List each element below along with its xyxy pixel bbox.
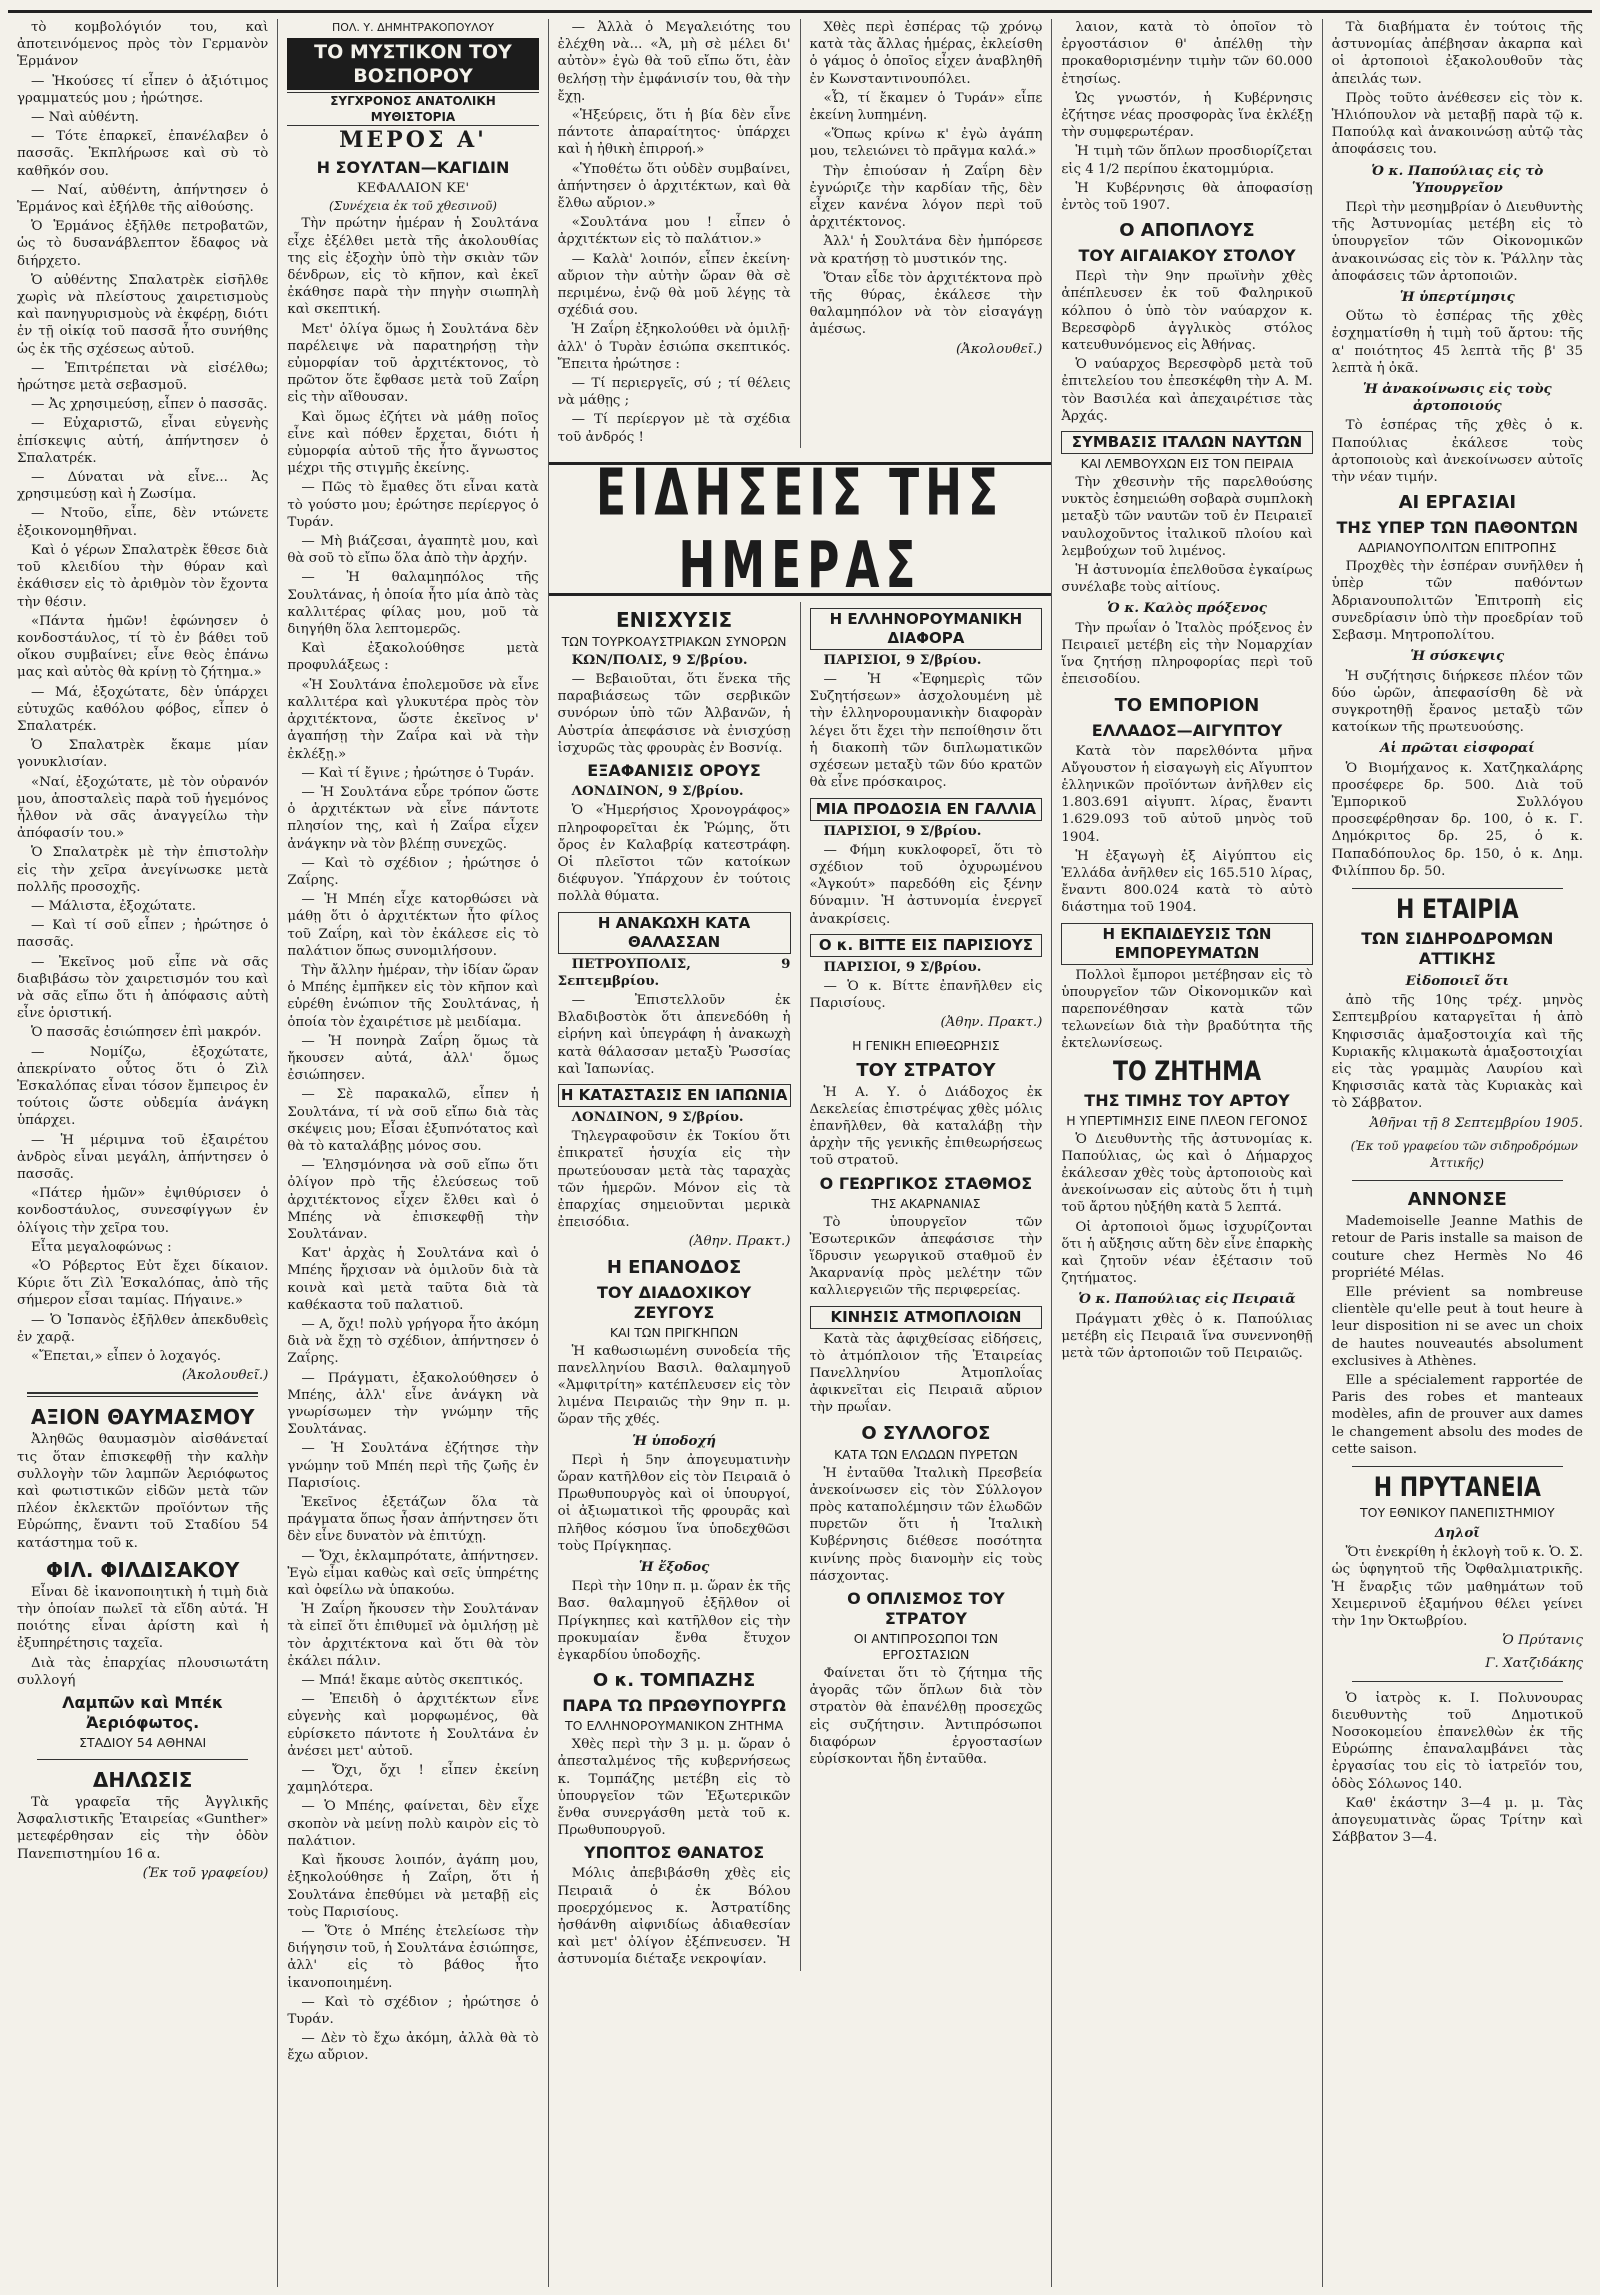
article-continuation bbox=[1061, 19, 1312, 214]
news-text: Πράγματι χθὲς ὁ κ. Παπούλιας μετέβη εἰς Πειραιᾶ ἵνα συνεννοηθῇ μετὰ τῶν ἀρτοποιῶν τοῦ Πειραιῶς. bbox=[1061, 1311, 1313, 1361]
paragraph: Ἡ τιμὴ τῶν ὅπλων προσδιορίζεται εἰς 4 1/2 περίπου ἑκατομμύρια. bbox=[1061, 144, 1313, 177]
paragraph: Ἡ Ζαΐρη ἤκουσεν τὴν Σουλτάναν τὰ εἰπεῖ ὅτι ἐπιθυμεῖ νὰ ὁμιλήσῃ μὲ τὸν ἀρχιτέκτονα καὶ ὅτι θὰ τὸν ἐκάλει πάλιν. bbox=[287, 1602, 539, 1669]
paragraph: — Καὶ τί ἔγινε ; ἠρώτησε ὁ Τυράν. bbox=[301, 765, 535, 781]
news-text: Τὴν χθεσινὴν τῆς παρελθούσης νυκτὸς ἐσημειώθη σοβαρὰ συμπλοκὴ μεταξὺ τῶν ναυτῶν τοῦ ἐν Πειραιεῖ ναυλοχοῦντος ἰταλικοῦ πλοίου καὶ λεμβούχων τοῦ λιμένος. bbox=[1061, 475, 1313, 559]
dateline: ΛΟΝΔΙΝΟΝ, 9 Σ/βρίου. bbox=[571, 783, 744, 800]
paragraph: «Ἔπεται,» εἶπεν ὁ λοχαγός. bbox=[31, 1349, 222, 1365]
paragraph: — Μά, ἐξοχώτατε, δὲν ὑπάρχει εὐτυχῶς καθόλου φόβος, εἶπεν ὁ Σπαλατρέκ. bbox=[17, 684, 269, 734]
news-text: Οἱ ἀρτοποιοὶ ὅμως ἰσχυρίζονται ὅτι ἡ αὔξησις αὕτη δὲν εἶνε ἐπαρκὴς καὶ ζητοῦν νέαν ἐξέτασιν τοῦ ζητήματος. bbox=[1061, 1219, 1313, 1287]
paragraph: — Ὁ Ἰσπανὸς ἐξῆλθεν ἀπεκδυθεὶς ἐν χαρᾷ. bbox=[17, 1312, 269, 1345]
paragraph: Εἶτα μεγαλοφώνως : bbox=[31, 1239, 172, 1255]
continuation-note: (Συνέχεια ἐκ τοῦ χθεσινοῦ) bbox=[329, 199, 497, 214]
serial-part: ΜΕΡΟΣ Α' bbox=[339, 127, 487, 154]
divider bbox=[1352, 888, 1563, 889]
to-be-continued: (Ἀκολουθεῖ.) bbox=[181, 1368, 269, 1384]
serial-title: ΤΟ ΜΥΣΤΙΚΟΝ ΤΟΥ ΒΟΣΠΟΡΟΥ bbox=[287, 38, 538, 90]
notice-headline: Η ΠΡΥΤΑΝΕΙΑ bbox=[1373, 1473, 1541, 1504]
news-headline: ΤΟ ΖΗΤΗΜΑ bbox=[1112, 1056, 1262, 1087]
paragraph: «Πάντα ἡμῶν! ἐφώνησεν ὁ κονδοστάυλος, τί τὸ ἐν βάθει τοῦ οἴκου συμβαίνει; εἶνε θεὸς ἐπάνω μας καὶ αὐτὸς θὰ κρίνῃ τὸ ζήτημα.» bbox=[17, 613, 269, 681]
news-text: Ἡ Α. Υ. ὁ Διάδοχος ἐκ Δεκελείας ἐπιστρέψας χθὲς μόλις ἐπανῆλθεν, θὰ καταλάβῃ τὴν ἀρχὴν τῆς γενικῆς ἐπιθεωρήσεως τοῦ στρατοῦ. bbox=[809, 1084, 1043, 1169]
paragraph: — Ντοῦο, εἶπε, δὲν ντώνετε ἐξοικονομηθῆναι. bbox=[17, 506, 269, 539]
paragraph: Καὶ ἐξακολούθησε μετὰ προφυλάξεως : bbox=[287, 641, 539, 674]
paragraph: — Ἐλησμόνησα νὰ σοῦ εἴπω ὅτι ὀλίγον πρὸ τῆς ἐλεύσεως τοῦ ἀρχιτέκτονος εἶχεν ἔλθει καὶ ὁ Μπέης νὰ ἐπισκεφθῇ τὴν Σουλτάναν. bbox=[287, 1158, 539, 1242]
paragraph: — Πράγματι, ἐξακολούθησεν ὁ Μπέης, ἀλλ' εἶνε ἀνάγκη νὰ γνωρίσωμεν τὴν γνώμην τῆς Σουλτάνας. bbox=[287, 1370, 539, 1438]
paragraph: «Ἡξεύρεις, ὅτι ἡ βία δὲν εἶνε πάντοτε ἀπαραίτητος· ὑπάρχει καὶ ἡ ἠθικὴ ἐπιρροή.» bbox=[557, 108, 791, 158]
news-headline: ΑΙ ΕΡΓΑΣΙΑΙ bbox=[1398, 492, 1517, 514]
paragraph: — Ἀλλὰ ὁ Μεγαλειότης του ἐλέχθη νὰ... «Ἀ, μὴ σὲ μέλει δι' αὐτὸν» ἐγὼ θὰ τοῦ εἴπω ὅτι, ἐὰν θελήσῃ τὴν ἐμφάνισίν του, θὰ τὴν ἔχῃ. bbox=[557, 20, 791, 104]
paragraph: — Ἠκούσες τί εἶπεν ὁ ἀξιότιμος γραμματεύς μου ; ἠρώτησε. bbox=[17, 73, 269, 106]
paragraph: Ὁ πασσᾶς ἐσιώπησεν ἐπὶ μακρόν. bbox=[31, 1025, 262, 1041]
notice-lead: Δηλοῖ bbox=[1434, 1525, 1480, 1542]
paragraph: Ὁ Σπαλατρὲκ μὲ τὴν ἐπιστολὴν εἰς τὴν χεῖρα ἀνεγίνωσκε μετὰ πολλῆς προσοχῆς. bbox=[17, 845, 269, 895]
notice-headline: ΔΗΛΩΣΙΣ bbox=[92, 1768, 193, 1793]
news-text: Περὶ τὴν 10ην π. μ. ὥραν ἐκ τῆς Βασ. θαλαμηγοῦ ἐξῆλθον οἱ Πρίγκηπες καὶ κατῆλθον εἰς τὴν προκυμαίαν ἔνθα ἔτυχον ἐγκαρδίου ὑποδοχῆς. bbox=[557, 1579, 791, 1664]
paragraph: «Ὁ Ρόβερτος Εὐτ ἔχει δίκαιον. Κύριε ὅτι Ζὶλ Ἐσκαλόπας, ἀπὸ τῆς σήμερον εἶσαι ταμίας. Πήγαινε.» bbox=[17, 1259, 269, 1309]
paragraph: — Δὲν τὸ ἔχω ἀκόμη, ἀλλὰ θὰ τὸ ἔχω αὔριον. bbox=[287, 2031, 539, 2064]
ad-text: Elle prévient sa nombreuse clientèle qu'elle peut à tout heure à leur disposition ni se avec un choix de hautes nouveautés absolument exclusives à Athènes. bbox=[1331, 1284, 1583, 1369]
column-5 bbox=[1052, 19, 1322, 2287]
paragraph: τὸ κομβολόγιόν του, καὶ ἀποτεινόμενος πρὸς τὸν Γερμανὸν Ἑρμάνον bbox=[17, 20, 269, 70]
divider bbox=[27, 1392, 258, 1397]
news-text: Περὶ τὴν 9ην πρωϊνὴν χθὲς ἀπέπλευσεν ἐκ τοῦ Φαληρικοῦ κόλπου ὁ ὑπὸ τὸν ναύαρχον κ. Βερεσφὸρδ ἀγγλικὸς στόλος κατευθυνόμενος εἰς Ἀθήνας. bbox=[1061, 269, 1313, 354]
paragraph: — Ἀς χρησιμεύσῃ, εἶπεν ὁ πασσᾶς. bbox=[31, 397, 268, 413]
news-text: Ἡ ἐξαγωγὴ ἐξ Αἰγύπτου εἰς Ἑλλάδα ἀνῆλθεν εἰς 165.510 λίρας, ἔναντι 800.024 κατὰ τὸ αὐτὸ διάστημα τοῦ 1904. bbox=[1061, 848, 1313, 916]
notice-text: Ὅτι ἐνεκρίθη ἡ ἐκλογὴ τοῦ κ. Ὁ. Σ. ὡς ὑφηγητοῦ τῆς Ὀφθαλμιατρικῆς. Ἡ ἔναρξις τῶν μαθημάτων τοῦ Χειμερινοῦ ἑξαμήνου θέλει γείνει τὴν 1ην Ὀκτωβρίου. bbox=[1331, 1545, 1583, 1630]
columns-3-4 bbox=[549, 19, 1053, 2287]
ad-product: Λαμπῶν καὶ Μπέκ Ἀεριόφωτος. bbox=[62, 1693, 224, 1733]
news-text: Τηλεγραφοῦσιν ἐκ Τοκίου ὅτι ἐπικρατεῖ ἡσυχία εἰς τὴν πρωτεύουσαν μετὰ τὰς ταραχὰς τῶν ἡμερῶν. Μόνον εἰς τὰ ἐπαρχίας σημειοῦνται μερικὰ ἐπεισόδια. bbox=[557, 1129, 791, 1231]
paragraph: — Α, ὄχι! πολὺ γρήγορα ἦτο ἀκόμη διὰ νὰ ἔχῃ τὸ σχέδιον, ἀπήντησεν ὁ Ζαΐρης. bbox=[287, 1317, 539, 1367]
paragraph: Τὰ διαβήματα ἐν τούτοις τῆς ἀστυνομίας ἀπέβησαν ἀκαρπα καὶ οἱ ἀρτοποιοὶ ἐξακολουθοῦν τὰς ἀπειλάς των. bbox=[1331, 20, 1583, 87]
news-headline: Η ΓΕΝΙΚΗ ΕΠΙΘΕΩΡΗΣΙΣ bbox=[852, 1037, 1000, 1053]
news-text: Ὁ «Ἡμερήσιος Χρονογράφος» πληροφορεῖται ἐκ Ῥώμης, ὅτι ὄρος ἐν Καλαβρίᾳ κατεστράφη. Οἱ πλεῖστοι τῶν κατοίκων διέφυγον. Ὑπάρχουν ἐν τούτοις πολλὰ θύματα. bbox=[557, 803, 791, 905]
ad-text: Ὁ ἰατρὸς κ. Ι. Πολυνουρας διευθυντὴς τοῦ Δημοτικοῦ Νοσοκομείου ἐπανελθὼν ἐκ τῆς Εὐρώπης ἐπαναλαμβάνει τὰς ἐργασίας του εἰς τὸ ἰατρεῖόν του, ὁδὸς Σόλωνος 140. bbox=[1331, 1690, 1583, 1792]
paragraph: — Ναί, αὐθέντη, ἀπήντησεν ὁ Ἑρμάνος καὶ ἐξήλθε τῆς αἰθούσης. bbox=[17, 182, 269, 216]
news-headline: Η ΕΠΑΝΟΔΟΣ bbox=[606, 1256, 742, 1278]
paragraph: — Καλὰ' λοιπόν, εἶπεν ἐκείνη· αὔριον τὴν αὐτὴν ὥραν θὰ σὲ περιμένω, ἐνῷ θὰ μοῦ λέγῃς τὰ σχέδιά σου. bbox=[557, 251, 791, 319]
column-2 bbox=[278, 19, 548, 2287]
paragraph: — Δύναται νὰ εἶνε... Ἀς χρησιμεύσῃ καὶ ἡ Ζωσίμα. bbox=[17, 470, 269, 503]
ad-headline: ΑΞΙΟΝ ΘΑΥΜΑΣΜΟΥ bbox=[30, 1405, 255, 1430]
paragraph: — Καὶ τὸ σχέδιον ; ἠρώτησε ὁ Τυράν. bbox=[287, 1994, 539, 2027]
divider bbox=[1352, 1466, 1563, 1467]
article-continuation bbox=[1332, 19, 1583, 159]
paragraph: — Μάλιστα, ἐξοχώτατε. bbox=[31, 898, 196, 914]
paragraph: — Τί περιεργεῖς, σύ ; τί θέλεις νὰ μάθῃς ; bbox=[557, 376, 791, 409]
news-text: Χθὲς περὶ τὴν 3 μ. μ. ὥραν ὁ ἀπεσταλμένος τῆς κυβερνήσεως κ. Τομπάζης μετέβη εἰς τὸ ὑπουργεῖον τῶν Ἐξωτερικῶν ἔνθα συνεργάσθη μετὰ τοῦ κ. Πρωθυπουργοῦ. bbox=[557, 1737, 791, 1839]
news-text: Κατὰ τὸν παρελθόντα μῆνα Αὔγουστον ἡ εἰσαγωγὴ εἰς Αἴγυπτον ἑλληνικῶν προϊόντων ἀνῆλθεν εἰς 1.803.691 αἰγυπτ. λίρας, ἔναντι 1.629.093 τοῦ αὐτοῦ μηνὸς τοῦ 1904. bbox=[1061, 743, 1313, 845]
paragraph: «Ὅπως κρίνω κ' ἐγὼ ἀγάπη μου, τελειώνει τὸ πρᾶγμα καλά.» bbox=[809, 127, 1043, 160]
ad-date: Ἀθῆναι τῇ 8 Σεπτεμβρίου 1905. bbox=[1369, 1115, 1583, 1131]
divider bbox=[37, 1759, 248, 1760]
paragraph: «Ὑποθέτω ὅτι οὐδὲν συμβαίνει, ἀπήντησεν ὁ ἀρχιτέκτων, καὶ θὰ ἔλθω αὔριον.» bbox=[557, 161, 791, 212]
serial-genre: ΣΥΓΧΡΟΝΟΣ ΑΝΑΤΟΛΙΚΗ ΜΥΘΙΣΤΟΡΙΑ bbox=[287, 92, 538, 126]
dateline: ΠΑΡΙΣΙΟΙ, 9 Σ/βρίου. bbox=[823, 651, 982, 668]
paragraph: «Σουλτάνα μου ! εἶπεν ὁ ἀρχιτέκτων εἰς τὸ παλάτιον.» bbox=[557, 215, 791, 248]
paragraph: λαιον, κατὰ τὸ ὁποῖον τὸ ἐργοστάσιον θ' ἀπέλθῃ τὴν προκαθορισμένην τιμὴν τῶν 60.000 ἐτησίως. bbox=[1061, 20, 1313, 87]
news-headline: Η ΑΝΑΚΩΧΗ ΚΑΤΑ ΘΑΛΑΣΣΑΝ bbox=[558, 912, 791, 954]
paragraph: Κατ' ἀρχὰς ἡ Σουλτάνα καὶ ὁ Μπέης ἤρχισαν νὰ ὁμιλοῦν διὰ τὰ κοινὰ καὶ μετὰ ταῦτα διὰ τὰ καθέκαστα τοῦ παλατιοῦ. bbox=[287, 1246, 539, 1313]
news-text: Ὁ ναύαρχος Βερεσφὸρδ μετὰ τοῦ ἐπιτελείου του ἐπεσκέφθη τὴν Α. Μ. τὸν Βασιλέα καὶ ἀπεχαιρέτισε τὰς Ἀρχάς. bbox=[1061, 357, 1313, 424]
news-text: Τὸ ὑπουργεῖον τῶν Ἐσωτερικῶν ἀπεφάσισε τὴν ἵδρυσιν γεωργικοῦ σταθμοῦ ἐν Ἀκαρνανίᾳ πρὸς μελέτην τῶν καλλιεργειῶν τῆς περιφερείας. bbox=[809, 1214, 1043, 1299]
paragraph: Μετ' ὀλίγα ὅμως ἡ Σουλτάνα δὲν παρέλειψε νὰ παρατηρήσῃ τὴν εὐμορφίαν τοῦ ἀρχιτέκτονος, τὸ πρῶτον ὅτε ἔφθασε μετὰ τοῦ Ζαΐρη εἰς τὴν αἴθουσαν. bbox=[287, 321, 539, 406]
dateline: ΛΟΝΔΙΝΟΝ, 9 Σ/βρίου. bbox=[571, 1108, 744, 1125]
news-subheadline: ΤΗΣ ΤΙΜΗΣ ΤΟΥ ΑΡΤΟΥ bbox=[1084, 1090, 1290, 1110]
ad-source: (Ἐκ τοῦ γραφείου τῶν σιδηροδρόμων Ἀττικῆς) bbox=[1350, 1138, 1578, 1170]
news-text: — Ἐπιστελλοῦν ἐκ Βλαδιβοστὸκ ὅτι ἀπενεδόθη ἡ εἰρήνη καὶ ὑπεγράφη ἡ ἀνακωχὴ κατὰ θάλασσαν μεταξὺ Ῥωσσίας καὶ Ἰαπωνίας. bbox=[557, 992, 791, 1077]
news-subheadline: ΤΗΣ ΥΠΕΡ ΤΩΝ ΠΑΘΟΝΤΩΝ bbox=[1336, 518, 1579, 538]
news-subsection: Αἱ πρῶται εἰσφοραί bbox=[1379, 740, 1535, 757]
paragraph: — Νομίζω, ἐξοχώτατε, ἀπεκρίνατο οὗτος ὅτι ὁ Ζὶλ Ἐσκαλόπας εἶναι τόσον ἔμπειρος ἐν τούτοις ὥστε οὐδεμία ἀνάγκη ὑπάρχει. bbox=[17, 1044, 269, 1129]
columns bbox=[8, 19, 1592, 2287]
news-subheadline: ΕΛΛΑΔΟΣ—ΑΙΓΥΠΤΟΥ bbox=[1091, 720, 1283, 740]
paragraph: — Ἐκεῖνος μοῦ εἶπε νὰ σᾶς διαβιβάσω τὸν χαιρετισμόν του καὶ νὰ σᾶς εἴπω ὅτι ἡ ἀπόφασις αὐτὴ εἶνε ὁριστική. bbox=[17, 954, 269, 1022]
news-text: — Βεβαιοῦται, ὅτι ἕνεκα τῆς παραβιάσεως τῶν σερβικῶν συνόρων ὑπὸ τῶν Ἀλβανῶν, ἡ Αὐστρία ἀπεφάσισε νὰ ἐνισχύσῃ ἰσχυρῶς τὰς φρουρὰς ἐν Βοσνίᾳ. bbox=[557, 672, 791, 756]
signature: Γ. Χατζιδάκης bbox=[1485, 1656, 1583, 1672]
news-text: Ἡ συζήτησις διήρκεσε πλέον τῶν δύο ὡρῶν, ἀπεφασίσθη δὲ νὰ συγκροτηθῇ ἔρανος μεταξὺ τῶν κατοίκων τῆς πρωτευούσης. bbox=[1331, 668, 1583, 736]
paragraph: Χθὲς περὶ ἐσπέρας τῷ χρόνῳ κατὰ τὰς ἄλλας ἡμέρας, ἐκλείσθη ὁ γάμος ὁ ὁποῖος εἶχεν ἀναβληθῆ ἐν Κωνσταντινουπόλει. bbox=[809, 20, 1043, 87]
dateline: ΠΕΤΡΟΥΠΟΛΙΣ, 9 Σεπτεμβρίου. bbox=[557, 955, 791, 989]
news-headline: ΤΟ ΕΜΠΟΡΙΟΝ bbox=[1114, 694, 1260, 716]
news-subheadline: ΚΑΙ ΛΕΜΒΟΥΧΩΝ ΕΙΣ ΤΟΝ ΠΕΙΡΑΙΑ bbox=[1080, 456, 1294, 472]
news-text: Μόλις ἀπεβιβάσθη χθὲς εἰς Πειραιᾶ ὁ ἐκ Βόλου προερχόμενος κ. Ἀστρατίδης ἠσθάνθη αἰφνιδίως ἀδιαθεσίαν καὶ μετ' ὀλίγον ἐξέπνευσεν. Ἡ ἀστυνομία διέταξε νεκροψίαν. bbox=[557, 1866, 791, 1968]
paragraph: — Ἐπειδὴ ὁ ἀρχιτέκτων εἶνε εὐγενὴς καὶ μορφωμένος, θὰ εὑρίσκετο πάντοτε ἡ Σουλτάνα ἐν ἀνέσει μετ' αὐτοῦ. bbox=[287, 1692, 539, 1759]
ad-headline: ΑΝΝΟΝΣΕ bbox=[1407, 1189, 1507, 1211]
news-subheadline: ΚΑΙ ΤΩΝ ΠΡΙΓΚΗΠΩΝ bbox=[609, 1324, 739, 1340]
news-subsection: Ἡ ἀνακοίνωσις εἰς τοὺς ἀρτοποιούς bbox=[1362, 381, 1552, 415]
news-subsection: Ὁ κ. Παπούλιας εἰς τὸ Ὑπουργεῖον bbox=[1371, 162, 1544, 196]
news-headline: Ο ΓΕΩΡΓΙΚΟΣ ΣΤΑΘΜΟΣ bbox=[819, 1173, 1033, 1193]
paragraph: — Εὐχαριστῶ, εἶναι εὐγενὴς ἐπίσκεψις αὐτή, ἀπήντησεν ὁ Σπαλατρέκ. bbox=[17, 416, 269, 466]
ad-subheadline: ΤΩΝ ΣΙΔΗΡΟΔΡΟΜΩΝ ΑΤΤΙΚΗΣ bbox=[1361, 928, 1554, 968]
paragraph: Ἐκεῖνος ἐξετάζων ὅλα τὰ πράγματα ὅπως ἦσαν ἀπήντησεν ὅτι δὲν εἶνε δυνατὸν νὰ ἐπιτύχῃ. bbox=[287, 1495, 539, 1545]
news-text: Τὸ ἑσπέρας τῆς χθὲς ὁ κ. Παπούλιας ἐκάλεσε τοὺς ἀρτοποιοὺς καὶ ἀνεκοίνωσεν αὐτοῖς τὴν νέαν τιμήν. bbox=[1331, 418, 1583, 486]
news-headline: Η ΕΚΠΑΙΔΕΥΣΙΣ ΤΩΝ ΕΜΠΟΡΕΥΜΑΤΩΝ bbox=[1061, 923, 1312, 965]
news-text: Τὴν πρωΐαν ὁ Ἰταλὸς πρόξενος ἐν Πειραιεῖ μετέβη εἰς τὴν Νομαρχίαν ἵνα ζητήσῃ πληροφορίας περὶ τοῦ ἐπεισοδίου. bbox=[1061, 620, 1313, 688]
news-subsection: Ἡ ὑπερτίμησις bbox=[1399, 289, 1515, 306]
news-subheadline: ΚΑΤΑ ΤΩΝ ΕΛΩΔΩΝ ΠΥΡΕΤΩΝ bbox=[833, 1446, 1018, 1462]
dateline: ΠΑΡΙΣΙΟΙ, 9 Σ/βρίου. bbox=[823, 822, 982, 839]
ad-text: Mademoiselle Jeanne Mathis de retour de Paris installe sa maison de couture chez Hermès No 46 propriété Mélas. bbox=[1331, 1214, 1583, 1281]
news-subheadline: ΤΟΥ ΔΙΑΔΟΧΙΚΟΥ ΖΕΥΓΟΥΣ bbox=[596, 1282, 752, 1322]
news-headline: Ο κ. ΤΟΜΠΑΖΗΣ bbox=[592, 1670, 756, 1692]
news-banner-title: ΕΙΔΗΣΕΙΣ ΤΗΣ ΗΜΕΡΑΣ bbox=[595, 456, 1005, 603]
news-subheadline: ΠΑΡΑ ΤΩ ΠΡΩΘΥΠΟΥΡΓΩ bbox=[562, 1696, 786, 1716]
paragraph: — Καὶ τὸ σχέδιον ; ἠρώτησε ὁ Ζαΐρης. bbox=[287, 855, 539, 888]
ad-address: ΣΤΑΔΙΟΥ 54 ΑΘΗΝΑΙ bbox=[79, 1735, 207, 1751]
serial-continuation bbox=[17, 19, 268, 1365]
ad-headline: Η ΕΤΑΙΡΙΑ bbox=[1395, 895, 1519, 926]
paragraph: — Μὴ βιάζεσαι, ἀγαπητὲ μου, καὶ θὰ σοῦ τὸ εἴπω ὅλα ἀπὸ τὴν ἀρχήν. bbox=[287, 534, 539, 567]
ad-text: Διὰ τὰς ἐπαρχίας πλουσιωτάτη συλλογή bbox=[17, 1655, 269, 1688]
paragraph: — Τότε ἐπαρκεῖ, ἐπανέλαβεν ὁ πασσᾶς. Ἐκπλήρωσε καὶ σὺ τὸ καθῆκόν σου. bbox=[17, 129, 269, 179]
paragraph: Ὁ Ἑρμάνος ἐξῆλθε πετροβατῶν, ὡς τὸ δυσανάβλεπτον ἔδαφος νὰ διήρχετο. bbox=[17, 219, 269, 269]
news-text: — Ἡ «Ἐφημερὶς τῶν Συζητήσεων» ἀσχολουμένη μὲ τὴν ἑλληνορουμανικὴν διαφορὰν λέγει ὅτι ἔχει τὴν πεποίθησιν ὅτι ἡ διακοπὴ τῶν διπλωματικῶν σχέσεων μεταξὺ τῶν δύο κρατῶν θὰ εἶνε πρόσκαιρος. bbox=[809, 672, 1043, 791]
paragraph: — Τί περίεργον μὲ τὰ σχέδια τοῦ ἀνδρός ! bbox=[557, 412, 791, 445]
dateline: ΠΑΡΙΣΙΟΙ, 9 Σ/βρίου. bbox=[823, 958, 982, 975]
news-subsection: Ὁ κ. Παπούλιας εἰς Πειραιᾶ bbox=[1078, 1291, 1296, 1308]
paragraph: «Πάτερ ἡμῶν» ἐψιθύρισεν ὁ κονδοστάυλος, συνεσφίγγων ἐν ὀλίγοις τὴν χεῖρα του. bbox=[17, 1186, 269, 1236]
paragraph: — Ἡ μέριμνα τοῦ ἐξαιρέτου ἀνδρὸς εἶναι μεγάλη, ἀπήντησεν ὁ πασσᾶς. bbox=[17, 1132, 269, 1182]
news-subsection: Ἡ ἔξοδος bbox=[638, 1559, 710, 1575]
paragraph: — Ἡ Σουλτάνα εὗρε τρόπον ὥστε ὁ ἀρχιτέκτων νὰ εἶνε πάντοτε πλησίον της, καὶ ἡ Ζαΐρα εἶχεν ἀνάγκην νὰ τὸν βλέπῃ συνεχῶς. bbox=[287, 784, 539, 852]
paragraph: «Ὦ, τί ἔκαμεν ὁ Τυράν» εἶπε ἐκείνη λυπημένη. bbox=[809, 90, 1043, 124]
paragraph: Καὶ ὅμως ἐζήτει νὰ μάθῃ ποῖος εἶνε καὶ πόθεν ἔρχεται, διότι ἡ εὐμορφία αὐτοῦ τῆς ἦτο ἄγνωστος μέχρι τῆς στιγμῆς ἐκείνης. bbox=[287, 409, 539, 477]
column-3-top bbox=[549, 19, 801, 448]
paragraph: Ὁ Σπαλατρὲκ ἔκαμε μίαν γονυκλισίαν. bbox=[17, 738, 269, 771]
ad-text: Elle a spécialement rapportée de Paris des robes et manteaux modèles, afin de prouver aux dames le changement absolu des modes de cette saison. bbox=[1331, 1373, 1583, 1457]
chapter-title: Η ΣΟΥΛΤΑΝ—ΚΑΓΙΔΙΝ bbox=[316, 158, 510, 178]
news-headline: Η ΚΑΤΑΣΤΑΣΙΣ ΕΝ ΙΑΠΩΝΙΑ bbox=[558, 1084, 791, 1107]
serial-end-row bbox=[549, 19, 1052, 448]
news-text: Ἡ καθωσιωμένη συνοδεία τῆς πανελληνίου Βασιλ. θαλαμηγοῦ «Ἀμφιτρίτη» κατέπλευσεν εἰς τὸν λιμένα Πειραιῶς τὴν 9ην π. μ. ὥραν τῆς χθές. bbox=[557, 1343, 791, 1428]
paragraph: Τὴν ἄλλην ἡμέραν, τὴν ἰδίαν ὥραν ὁ Μπέης ἐμπῆκεν εἰς τὸν κῆπον καὶ εὑρέθη ἐνώπιον τῆς Σουλτάνας, ἡ ὁποία τὸν ἐχαιρέτισε μὲ μειδίαμα. bbox=[287, 962, 539, 1030]
news-subheadline: ΑΔΡΙΑΝΟΥΠΟΛΙΤΩΝ ΕΠΙΤΡΟΠΗΣ bbox=[1358, 540, 1557, 556]
ad-text: ἀπὸ τῆς 10ης τρέχ. μηνὸς Σεπτεμβρίου καταργεῖται ἡ ἀπὸ Κηφισσιᾶς ἀμαξοστοιχία καὶ τῆς Κυριακῆς κλιμακωτὰ ἁμαξοστοιχίαι εἰς τὰς γραμμὰς Λαυρίου καὶ Κηφισσιᾶς κατὰ τὰς Κυριακὰς καὶ τὸ Σάββατον. bbox=[1331, 993, 1583, 1112]
news-headline: ΣΥΜΒΑΣΙΣ ΙΤΑΛΩΝ ΝΑΥΤΩΝ bbox=[1061, 431, 1312, 454]
news-subheadline: ΤΩΝ ΤΟΥΡΚΟΑΥΣΤΡΙΑΚΩΝ ΣΥΝΟΡΩΝ bbox=[561, 633, 787, 649]
news-source: (Ἀθην. Πρακτ.) bbox=[940, 1015, 1043, 1031]
news-text: Ὁ Βιομήχανος κ. Χατζηκαλάρης προσέφερε δρ. 500. Διὰ τοῦ Ἐμπορικοῦ Συλλόγου προσεφέρθησαν δρ. 100, ὁ κ. Γ. Δημόκριτος δρ. 25, ὁ κ. Παπαδόπουλος δρ. 150, ὁ κ. Δημ. Φιλίππου δρ. 50. bbox=[1331, 760, 1583, 879]
news-subheadline: ΤΟΥ ΑΙΓΑΙΑΚΟΥ ΣΤΟΛΟΥ bbox=[1078, 246, 1296, 266]
paragraph: — Ἐπιτρέπεται νὰ εἰσέλθω; ἠρώτησε μετὰ σεβασμοῦ. bbox=[17, 360, 269, 394]
serial-text-end bbox=[810, 19, 1043, 339]
dateline: ΚΩΝ/ΠΟΛΙΣ, 9 Σ/βρίου. bbox=[571, 651, 748, 668]
news-source: (Ἀθην. Πρακτ.) bbox=[688, 1234, 791, 1250]
top-rule bbox=[8, 10, 1592, 13]
paragraph: — Σὲ παρακαλῶ, εἶπεν ἡ Σουλτάνα, τί νὰ σοῦ εἴπω διὰ τὰς σκέψεις μου; Εἶσαι ἐξυπνότατος καὶ θὰ τὸ καταλάβῃς μόνος σου. bbox=[287, 1087, 539, 1154]
news-subheadline: ΟΙ ΑΝΤΙΠΡΟΣΩΠΟΙ ΤΩΝ ΕΡΓΟΣΤΑΣΙΩΝ bbox=[853, 1631, 999, 1662]
news-text: Φαίνεται ὅτι τὸ ζήτημα τῆς ἀγορᾶς τῶν ὅπλων διὰ τὸν στρατὸν θὰ ἐπανέλθῃ προσεχῶς εἰς συζήτησιν. Ἀντιπρόσωποι διαφόρων ἐργοστασίων εὑρίσκονται ἤδη ἐνταῦθα. bbox=[809, 1666, 1043, 1768]
paragraph: — Ὄχι, ὄχι ! εἶπεν ἐκείνη χαμηλότερα. bbox=[287, 1763, 539, 1796]
news-text: — Φήμη κυκλοφορεῖ, ὅτι τὸ σχέδιον τοῦ ὀχυρωμένου «Ἀγκούτ» παρεδόθη εἰς ξένην δύναμιν. Ἡ ἀστυνομία ἐνεργεῖ ἀνακρίσεις. bbox=[809, 842, 1043, 927]
news-text: Ἡ ἐνταῦθα Ἰταλικὴ Πρεσβεία ἀνεκοίνωσεν εἰς τὸν Σύλλογον πρὸς καταπολέμησιν τῶν ἑλωδῶν πυρετῶν ὅτι ἡ Ἰταλικὴ Κυβέρνησις διέθεσε ποσότητα κινίνης πρὸς διανομὴν εἰς τοὺς πάσχοντας. bbox=[809, 1465, 1043, 1584]
paragraph: Πρὸς τοῦτο ἀνέθεσεν εἰς τὸν κ. Ἠλιόπουλον νὰ μεταβῇ παρὰ τῷ κ. Παπούλᾳ καὶ ἀνακοινώσῃ αὐτῷ τὰς ἀποφάσεις του. bbox=[1331, 90, 1583, 158]
paragraph: — Ναὶ αὐθέντη. bbox=[31, 110, 139, 126]
news-subheadline: ΤΟΥ ΣΤΡΑΤΟΥ bbox=[856, 1059, 996, 1081]
to-be-continued: (Ἀκολουθεῖ.) bbox=[955, 341, 1043, 357]
news-headline: Ο ΟΠΛΙΣΜΟΣ ΤΟΥ ΣΤΡΑΤΟΥ bbox=[847, 1589, 1005, 1628]
news-text: Προχθὲς τὴν ἑσπέραν συνῆλθεν ἡ ὑπὲρ τῶν παθόντων Ἀδριανουπολιτῶν Ἐπιτροπὴ εἰς συνεδρίασιν ὑπὸ τὴν προεδρίαν τοῦ Σεβασμ. Μητροπολίτου. bbox=[1331, 559, 1583, 644]
paragraph: — Ἡ θαλαμηπόλος τῆς Σουλτάνας, ἡ ὁποία ἦτο μία ἀπὸ τὰς καλλιτέρας φίλας μου, μοῦ τὰ διηγήθη ὅλα λεπτομερῶς. bbox=[287, 570, 539, 638]
chapter-number: ΚΕΦΑΛΑΙΟΝ ΚΕ' bbox=[356, 181, 470, 197]
paragraph: — Ἡ πονηρὰ Ζαΐρη ὅμως τὰ ἤκουσεν αὐτά, ἀλλ' ὅμως ἐσιώπησεν. bbox=[287, 1033, 539, 1084]
paragraph: — Πῶς τὸ ἔμαθες ὅτι εἶναι κατὰ τὸ γούστο μου; ἐρώτησε περίεργος ὁ Τυράν. bbox=[287, 480, 539, 530]
news-text: — Ὁ κ. Βίττε ἐπανῆλθεν εἰς Παρισίους. bbox=[809, 978, 1043, 1012]
news-text: Κατὰ τὰς ἀφιχθείσας εἰδήσεις, τὸ ἀτμόπλοιον τῆς Ἐταιρείας Πανελληνίου Ἀτμοπλοΐας ἀφικνεῖται εἰς Πειραιᾶ αὔριον τὴν πρωΐαν. bbox=[809, 1331, 1043, 1416]
divider bbox=[1352, 1180, 1563, 1181]
news-headline: ΕΞΑΦΑΝΙΣΙΣ ΟΡΟΥΣ bbox=[587, 761, 761, 781]
paragraph: — Ὄχι, ἐκλαμπρότατε, ἀπήντησεν. Ἐγὼ εἶμαι καθὼς καὶ σεῖς ὑπηρέτης καὶ ὀφείλω νὰ ὑπακούω. bbox=[287, 1548, 539, 1599]
news-text: Ὁ Διευθυντὴς τῆς ἀστυνομίας κ. Παπούλιας, ὡς καὶ ὁ Δήμαρχος ἐκάλεσαν χθὲς τοὺς ἀρτοποιοὺς καὶ ἀνεκοίνωσαν εἰς αὐτοὺς ὅτι ἡ τιμὴ τοῦ ἄρτου ηὐξήθη κατὰ 5 λεπτά. bbox=[1061, 1131, 1313, 1216]
news-text: Οὕτω τὸ ἑσπέρας τῆς χθὲς ἐσχηματίσθη ἡ τιμὴ τοῦ ἄρτου: τῆς α' ποιότητος 45 λεπτὰ τῆς β' 35 λεπτὰ ἡ ὀκᾶ. bbox=[1331, 309, 1583, 376]
news-headline: Η ΕΛΛΗΝΟΡΟΥΜΑΝΙΚΗ ΔΙΑΦΟΡΑ bbox=[810, 608, 1043, 650]
ad-text: Ἀληθῶς θαυμασμὸν αἰσθάνεταί τις ὅταν ἐπισκεφθῇ τὴν καλὴν συλλογὴν τῶν λαμπῶν Ἀεριόφωτος καὶ φωτιστικῶν εἰδῶν μετὰ τῶν πλέον ἐκλεκτῶν προϊόντων τῆς Εὐρώπης, ἔναντι τοῦ Σταδίου 54 κατάστημα τοῦ κ. bbox=[17, 1432, 269, 1551]
news-subsection: Ὁ κ. Καλὸς πρόξενος bbox=[1107, 600, 1267, 617]
signature-title: Ὁ Πρύτανις bbox=[1502, 1633, 1583, 1649]
paragraph: «Ναί, ἐξοχώτατε, μὲ τὸν οὐρανόν μου, ἀποσταλεὶς παρὰ τοῦ ἡγεμόνος ἦλθον νὰ σᾶς ἀναγγείλω τὴν ἀπόφασίν του.» bbox=[17, 774, 269, 842]
paragraph: — Καὶ τί σοῦ εἶπεν ; ἠρώτησε ὁ πασσᾶς. bbox=[17, 918, 269, 951]
notice-subheadline: ΤΟΥ ΕΘΝΙΚΟΥ ΠΑΝΕΠΙΣΤΗΜΙΟΥ bbox=[1359, 1505, 1555, 1521]
notice-text: Τὰ γραφεῖα τῆς Ἀγγλικῆς Ἀσφαλιστικῆς Ἑταιρείας «Gunther» μετεφέρθησαν εἰς τὴν ὁδὸν Πανεπιστημίου 16 α. bbox=[17, 1795, 269, 1862]
paragraph: Ὅταν εἶδε τὸν ἀρχιτέκτονα πρὸ τῆς θύρας, ἐκάλεσε τὴν θαλαμηπόλον νὰ τὸν εἰσαγάγῃ ἀμέσως. bbox=[809, 270, 1043, 338]
news-subheadline: ΤΟ ΕΛΛΗΝΟΡΟΥΜΑΝΙΚΟΝ ΖΗΤΗΜΑ bbox=[565, 1718, 784, 1734]
paragraph: «Ἡ Σουλτάνα ἐπολεμοῦσε νὰ εἶνε καλλιτέρα καὶ γλυκυτέρα πρὸς τὸν ἀρχιτέκτονα, ὥστε ἐκεῖνος ν' ἀγαπήσῃ τὴν Ζαΐρα καὶ νὰ τὴν ἐκλέξῃ.» bbox=[287, 677, 539, 762]
ad-text: Εἶναι δὲ ἱκανοποιητικὴ ἡ τιμὴ διὰ τὴν ὁποίαν πωλεῖ τὰ εἴδη αὐτά. Ἡ ποιότης εἶναι ἀρίστη καὶ ἡ ἐξυπηρέτησις ταχεῖα. bbox=[17, 1584, 269, 1652]
news-text: Περὶ ἡ 5ην ἀπογευματινὴν ὥραν κατῆλθον εἰς τὸν Πειραιᾶ ὁ Πρωθυπουργὸς καὶ οἱ ὑπουργοί, οἱ ἀξιωματικοὶ τῆς φρουρᾶς καὶ πλῆθος κόσμου ἵνα ὑποδεχθῶσι τοὺς Πρίγκηπας. bbox=[557, 1452, 791, 1554]
paragraph: Ἡ Κυβέρνησις θὰ ἀποφασίσῃ ἐντὸς τοῦ 1907. bbox=[1061, 180, 1313, 214]
paragraph: — Μπά! ἔκαμε αὐτὸς σκεπτικός. bbox=[301, 1673, 524, 1689]
news-text: Περὶ τὴν μεσημβρίαν ὁ Διευθυντὴς τῆς Ἀστυνομίας μετέβη εἰς τὸ ὑπουργεῖον τῶν Οἰκονομικῶν ἀνακοινώσας εἰς τὸν κ. Ῥάλλην τὰς ἀποφάσεις τῶν ἀρτοποιῶν. bbox=[1331, 200, 1583, 284]
notice-source: (Ἐκ τοῦ γραφείου) bbox=[142, 1865, 269, 1881]
serial-author: ΠΟΛ. Υ. ΔΗΜΗΤΡΑΚΟΠΟΥΛΟΥ bbox=[331, 21, 494, 34]
ad-merchant-name: ΦΙΛ. ΦΙΛΔΙΣΑΚΟΥ bbox=[45, 1557, 240, 1582]
paragraph: — Ἡ Σουλτάνα ἐζήτησε τὴν γνώμην τοῦ Μπέη περὶ τῆς ζωῆς ἐν Παρισίοις. bbox=[287, 1441, 539, 1491]
news-subheadline: Η ΥΠΕΡΤΙΜΗΣΙΣ ΕΙΝΕ ΠΛΕΟΝ ΓΕΓΟΝΟΣ bbox=[1066, 1112, 1308, 1128]
paragraph: Ἀλλ' ἡ Σουλτάνα δὲν ἠμπόρεσε νὰ κρατήσῃ τὸ μυστικόν της. bbox=[809, 234, 1043, 267]
news-headline: Ο ΑΠΟΠΛΟΥΣ bbox=[1119, 220, 1255, 242]
news-headline: Ο ΣΥΛΛΟΓΟΣ bbox=[861, 1422, 991, 1444]
news-headline: ΚΙΝΗΣΙΣ ΑΤΜΟΠΛΟΙΩΝ bbox=[810, 1306, 1043, 1329]
serial-text bbox=[287, 215, 538, 2064]
news-headline: ΕΝΙΣΧΥΣΙΣ bbox=[615, 607, 733, 632]
column-3 bbox=[549, 602, 801, 1971]
column-6 bbox=[1323, 19, 1592, 2287]
paragraph: — Ὅτε ὁ Μπέης ἐτελείωσε τὴν διήγησιν τοῦ, ἡ Σουλτάνα ἐσιώπησε, ἀλλ' εἰς τὸ βάθος ἦτο ἱκανοποιημένη. bbox=[287, 1923, 539, 1991]
news-subheadline: ΤΗΣ ΑΚΑΡΝΑΝΙΑΣ bbox=[871, 1195, 981, 1211]
paragraph: Ὡς γνωστόν, ἡ Κυβέρνησις ἐζήτησε νέας προσφορὰς ἵνα ἐκλέξῃ τὴν συμφερωτέραν. bbox=[1061, 90, 1313, 141]
news-banner bbox=[549, 456, 1052, 603]
paragraph: Ἡ Ζαΐρη ἐξηκολούθει νὰ ὁμιλῇ· ἀλλ' ὁ Τυρὰν ἐσιώπα σκεπτικός. Ἔπειτα ἠρώτησε : bbox=[557, 322, 791, 372]
news-headline: ΥΠΟΠΤΟΣ ΘΑΝΑΤΟΣ bbox=[583, 1843, 765, 1863]
news-headline: ΜΙΑ ΠΡΟΔΟΣΙΑ ΕΝ ΓΑΛΛΙΑ bbox=[810, 798, 1043, 821]
news-subsection: Ἡ σύσκεψις bbox=[1410, 648, 1505, 665]
ad-lead: Εἰδοποιεῖ ὅτι bbox=[1405, 972, 1510, 989]
column-1 bbox=[8, 19, 278, 2287]
news-text: Ἡ ἀστυνομία ἐπελθοῦσα ἐγκαίρως συνέλαβε τοὺς αἰτίους. bbox=[1061, 563, 1313, 596]
paragraph: Τὴν ἐπιούσαν ἡ Ζαΐρη δὲν ἐγνώριζε τὴν καρδίαν τῆς, δὲν εἶχεν κανένα λόγον περὶ τοῦ ἀρχιτέκτονος. bbox=[809, 163, 1043, 231]
paragraph: — Ὁ Μπέης, φαίνεται, δὲν εἶχε σκοπὸν νὰ μείνῃ πολὺ καιρὸν εἰς τὸ παλάτιον. bbox=[287, 1799, 539, 1849]
news-text: Πολλοὶ ἔμποροι μετέβησαν εἰς τὸ ὑπουργεῖον τῶν Οἰκονομικῶν καὶ παρεπονέθησαν κατὰ τῶν τελωνείων διὰ τὴν βραδύτητα τῆς ἐκτελωνίσεως. bbox=[1061, 967, 1313, 1052]
news-subsection: Ἡ ὑποδοχή bbox=[632, 1432, 716, 1449]
news-headline: Ο κ. ΒΙΤΤΕ ΕΙΣ ΠΑΡΙΣΙΟΥΣ bbox=[810, 934, 1043, 957]
ad-text: Καθ' ἑκάστην 3—4 μ. μ. Τὰς ἀπογευματινὰς ὥρας Τρίτην καὶ Σάββατον 3—4. bbox=[1331, 1795, 1583, 1846]
paragraph: Καὶ ὁ γέρων Σπαλατρὲκ ἔθεσε διὰ τοῦ κλειδίου τὴν θύραν καὶ ἐκάθισεν εἰς τὸ ἀριθμὸν τὸν ἔχοντα τὴν θέσιν. bbox=[17, 542, 269, 610]
paragraph: Καὶ ἤκουσε λοιπόν, ἀγάπη μου, ἐξηκολούθησε ἡ Ζαΐρη, ὅτι ἡ Σουλτάνα ἐπεθύμει νὰ μεταβῇ εἰς τοὺς Παρισίους. bbox=[287, 1853, 539, 1920]
paragraph: — Ἡ Μπέη εἶχε κατορθώσει νὰ μάθῃ ὅτι ὁ ἀρχιτέκτων ἦτο φίλος τοῦ Ζαΐρη, καὶ τὸν ἐκάλεσε εἰς τὸ παλάτιον ὅπως συνομιλήσουν. bbox=[287, 892, 539, 959]
divider bbox=[1352, 1681, 1563, 1682]
paragraph: Τὴν πρώτην ἡμέραν ἡ Σουλτάνα εἶχε ἐξέλθει μετὰ τῆς ἀκολουθίας της εἰς ἐξοχὴν ὑπὸ τὴν σκιὰν τῶν δένδρων, εἰς τὸ κῆπον, καὶ ἐκεῖ ἐκάθησε παρὰ τὴν πηγὴν σιωπηλὴ καὶ σκεπτική. bbox=[287, 216, 539, 318]
paragraph: Ὁ αὐθέντης Σπαλατρὲκ εἰσῆλθε χωρὶς νὰ πλείστους χαιρετισμοὺς καὶ πανηγυρισμοὺς νὰ ἐκφέρῃ, διότι ἐν τῇ οἰκίᾳ τοῦ πασσᾶ ἦτο συνήθης ὡς ἐκ τῆς σχέσεως αὐτοῦ. bbox=[17, 272, 269, 357]
news-row bbox=[549, 602, 1052, 1971]
column-4 bbox=[801, 602, 1052, 1971]
column-4-top bbox=[801, 19, 1052, 448]
